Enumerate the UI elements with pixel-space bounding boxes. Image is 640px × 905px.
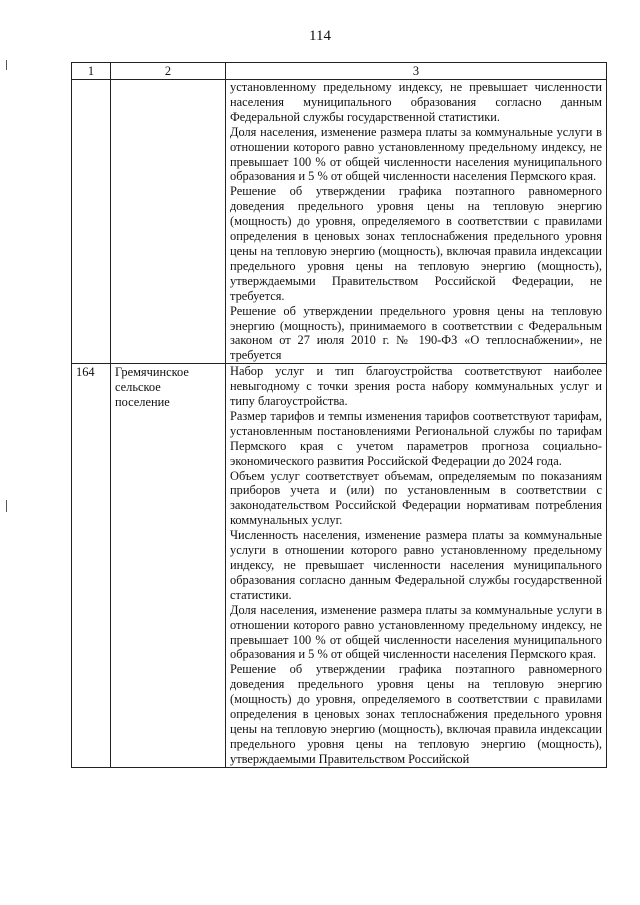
paragraph: Размер тарифов и темпы изменения тарифов соответствуют тарифам, установленным постановлениями Региональной службы по тарифам Пермского края с учетом параметров прогноза социально-экономического развития Российской Федерации до 2024 года.: [230, 408, 602, 468]
paragraph: Набор услуг и тип благоустройства соответствуют наиболее невыгодному с точки зрения роста набору коммунальных услуг и типу благоустройства.: [230, 364, 602, 409]
paragraph: Численность населения, изменение размера платы за коммунальные услуги в отношении которого равно установленному предельному индексу, не превышает численности населения муниципального образования согласно данным Федеральной службы государственной статистики.: [230, 528, 602, 602]
table-row: [72, 80, 607, 364]
document-table: [71, 62, 607, 768]
municipality-cell: [111, 364, 226, 767]
table-body: [72, 80, 607, 768]
page-number: 114: [309, 28, 331, 44]
municipality-cell: [111, 80, 226, 364]
description-cell: [226, 364, 607, 767]
column-header: 3: [226, 63, 607, 80]
row-number-cell: [72, 80, 111, 364]
description-cell: [226, 80, 607, 364]
table-header-row: [72, 63, 607, 80]
paragraph: установленному предельному индексу, не превышает численности населения муниципального образования согласно данным Федеральной службы государственной статистики.: [230, 80, 602, 124]
paragraph: Доля населения, изменение размера платы за коммунальные услуги в отношении которого равно установленному предельному индексу, не превышает 100 % от общей численности населения муниципального образования и 5 % от общей численности населения Пермского края.: [230, 124, 602, 184]
paragraph: Решение об утверждении графика поэтапного равномерного доведения предельного уровня цены на тепловую энергию (мощность) до уровня, определяемого в соответствии с правилами определения в ценовых зонах теплоснабжения предельного уровня цены на тепловую энергию (мощность), включая правила индексации предельного уровня цены на тепловую энергию (мощность), утверждаемыми Правительством Российской: [230, 662, 602, 766]
paragraph: Доля населения, изменение размера платы за коммунальные услуги в отношении которого равно установленному предельному индексу, не превышает 100 % от общей численности населения муниципального образования и 5 % от общей численности населения Пермского края.: [230, 602, 602, 662]
column-header: 1: [72, 63, 111, 80]
margin-mark: [6, 500, 7, 512]
paragraph: Решение об утверждении графика поэтапного равномерного доведения предельного уровня цены на тепловую энергию (мощность) до уровня, определяемого в соответствии с правилами определения в ценовых зонах теплоснабжения предельного уровня цены на тепловую энергию (мощность), включая правила индексации предельного уровня цены на тепловую энергию (мощность), утверждаемыми Правительством Российской Федерации, не требуется.: [230, 184, 602, 303]
column-header: 2: [111, 63, 226, 80]
paragraph: Решение об утверждении предельного уровня цены на тепловую энергию (мощность), принимаемого в соответствии с Федеральным законом от 27 июля 2010 г. № 190-ФЗ «О теплоснабжении», не требуется: [230, 303, 602, 363]
municipality-name-line: Гремячинское: [115, 365, 189, 380]
municipality-name-line: поселение: [115, 395, 170, 410]
paragraph: Объем услуг соответствует объемам, определяемым по показаниям приборов учета и (или) по установленным в соответствии с законодательством Российской Федерации нормативам потребления коммунальных услуг.: [230, 468, 602, 528]
margin-mark: [6, 60, 7, 70]
table-row: [72, 364, 607, 767]
municipality-name-line: сельское: [115, 380, 161, 395]
row-number-cell: 164: [72, 364, 111, 767]
